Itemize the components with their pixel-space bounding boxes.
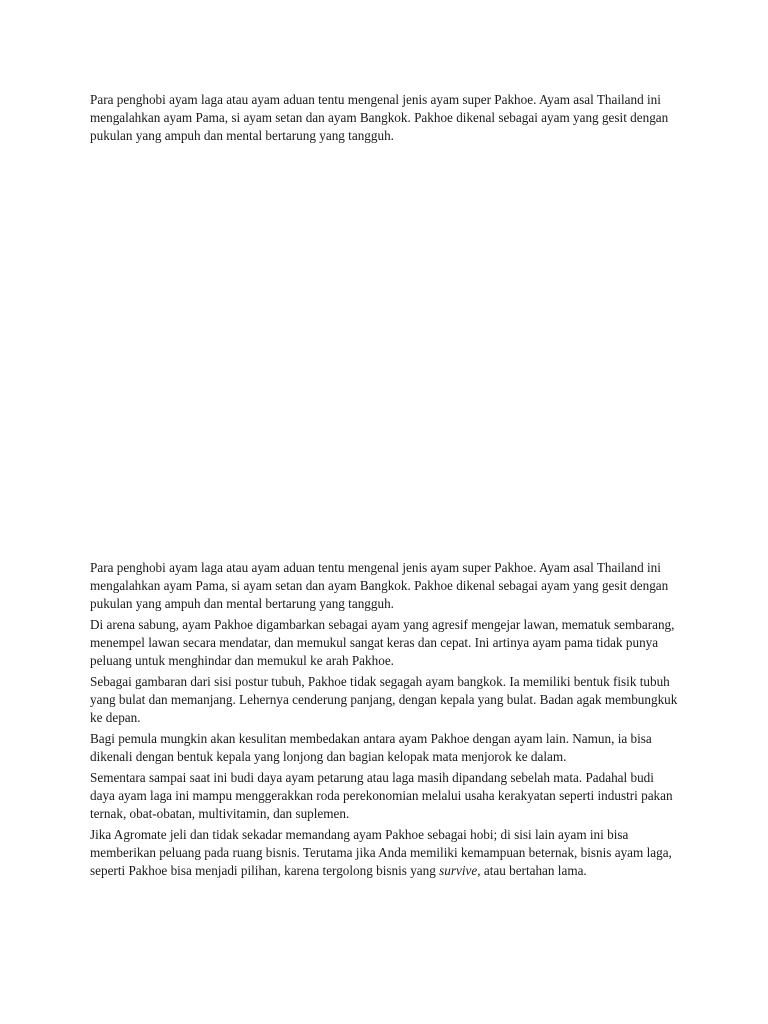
- text-line: menempel lawan secara mendatar, dan memukul sangat keras dan cepat. Ini artinya ayam pama tidak punya: [90, 635, 659, 650]
- text-line: Di arena sabung, ayam Pakhoe digambarkan sebagai ayam yang agresif mengejar lawan, mematuk sembarang,: [90, 617, 675, 632]
- text-line: dikenali dengan bentuk kepala yang lonjong dan bagian kelopak mata menjorok ke dalam.: [90, 749, 567, 764]
- text-line: ternak, obat-obatan, multivitamin, dan suplemen.: [90, 806, 350, 821]
- arena-paragraph: [90, 616, 690, 670]
- text-run: seperti Pakhoe bisa menjadi pilihan, karena tergolong bisnis yang: [90, 863, 440, 878]
- text-line: pukulan yang ampuh dan mental bertarung yang tangguh.: [90, 596, 394, 611]
- text-line: ke depan.: [90, 710, 141, 725]
- budi-daya-paragraph: [90, 769, 690, 823]
- text-run: , atau bertahan lama.: [477, 863, 587, 878]
- text-line: peluang untuk menghindar dan memukul ke arah Pakhoe.: [90, 653, 394, 668]
- text-line: Bagi pemula mungkin akan kesulitan membedakan antara ayam Pakhoe dengan ayam lain. Namun, ia bisa: [90, 731, 652, 746]
- text-line: Para penghobi ayam laga atau ayam aduan tentu mengenal jenis ayam super Pakhoe. Ayam asal Thailand ini: [90, 560, 661, 575]
- pemula-paragraph: [90, 730, 690, 766]
- text-line: Jika Agromate jeli dan tidak sekadar memandang ayam Pakhoe sebagai hobi; di sisi lain ayam ini bisa: [90, 827, 629, 842]
- text-line: Para penghobi ayam laga atau ayam aduan tentu mengenal jenis ayam super Pakhoe. Ayam asal Thailand ini: [90, 92, 661, 107]
- agromate-paragraph: [90, 826, 690, 880]
- italic-word: survive: [439, 863, 478, 878]
- text-line: daya ayam laga ini mampu menggerakkan roda perekonomian melalui usaha kerakyatan seperti industri pakan: [90, 788, 673, 803]
- text-line: mengalahkan ayam Pama, si ayam setan dan ayam Bangkok. Pakhoe dikenal sebagai ayam yang gesit dengan: [90, 578, 669, 593]
- text-line: pukulan yang ampuh dan mental bertarung yang tangguh.: [90, 128, 394, 143]
- intro-paragraph: [90, 559, 690, 613]
- text-line: yang bulat dan memanjang. Lehernya cenderung panjang, dengan kepala yang bulat. Badan agak membungkuk: [90, 692, 678, 707]
- text-line: memberikan peluang pada ruang bisnis. Terutama jika Anda memiliki kemampuan beternak, bisnis ayam laga,: [90, 845, 672, 860]
- text-line: Sementara sampai saat ini budi daya ayam petarung atau laga masih dipandang sebelah mata. Padahal budi: [90, 770, 654, 785]
- text-line: mengalahkan ayam Pama, si ayam setan dan ayam Bangkok. Pakhoe dikenal sebagai ayam yang gesit dengan: [90, 110, 669, 125]
- text-line: [90, 862, 690, 880]
- intro-paragraph-top: [90, 91, 690, 145]
- postur-paragraph: [90, 673, 690, 727]
- text-line: Sebagai gambaran dari sisi postur tubuh, Pakhoe tidak segagah ayam bangkok. Ia memiliki bentuk fisik tubuh: [90, 674, 670, 689]
